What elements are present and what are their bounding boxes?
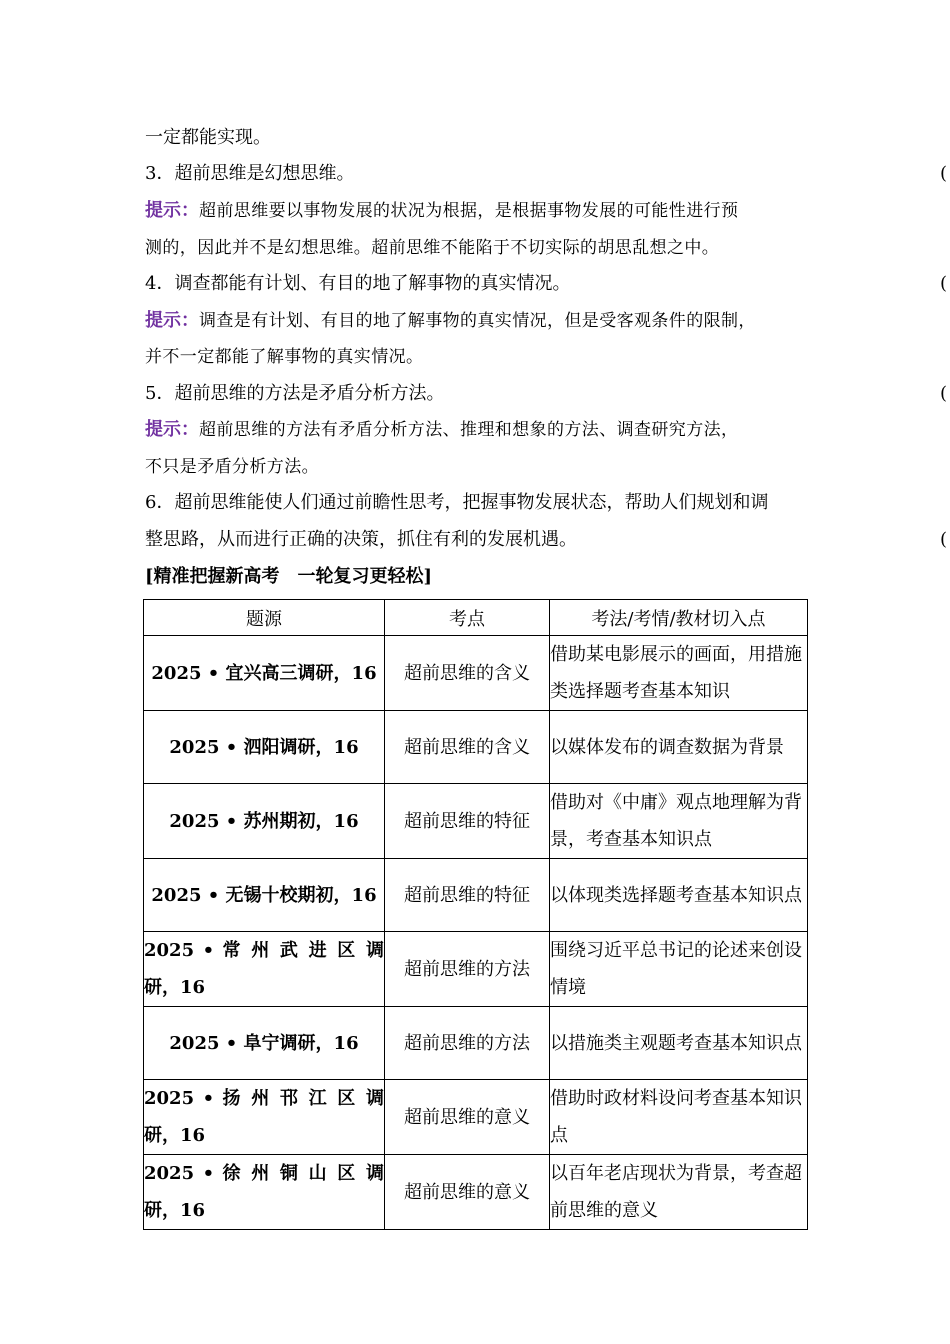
desc-cell: 借助对《中庸》观点地理解为背景，考查基本知识点 (550, 784, 808, 859)
source-line-2: 研，16 (144, 977, 206, 998)
answer-paren: ( (940, 163, 948, 184)
hint-label: 提示： (145, 200, 199, 221)
source-line-2: 研，16 (144, 1200, 206, 1221)
hint-3-line-1 (145, 200, 835, 222)
hint-text: 超前思维的方法有矛盾分析方法、推理和想象的方法、调查研究方法， (199, 420, 739, 440)
point-cell: 超前思维的特征 (385, 859, 550, 932)
text-line: 一定都能实现。 (145, 127, 271, 148)
table-row (144, 1080, 808, 1155)
desc-cell: 以媒体发布的调查数据为背景 (550, 711, 808, 784)
hint-text: 超前思维要以事物发展的状况为根据，是根据事物发展的可能性进行预 (199, 201, 739, 221)
source-cell: 2025 • 无锡十校期初，16 (144, 859, 385, 932)
source-cell: 2025 • 泗阳调研，16 (144, 711, 385, 784)
point-cell: 超前思维的含义 (385, 711, 550, 784)
hint-label: 提示： (145, 419, 199, 440)
hint-3-line-2: 测的，因此并不是幻想思维。超前思维不能陷于不切实际的胡思乱想之中。 (145, 238, 720, 258)
source-cell (144, 1155, 385, 1230)
desc-cell: 围绕习近平总书记的论述来创设情境 (550, 932, 808, 1007)
hint-5-line-2: 不只是矛盾分析方法。 (145, 457, 319, 477)
hint-label: 提示： (145, 310, 199, 331)
source-cell (144, 932, 385, 1007)
header-point: 考点 (385, 600, 550, 636)
source-cell: 2025 • 阜宁调研，16 (144, 1007, 385, 1080)
source-line-2: 研，16 (144, 1125, 206, 1146)
question-4: 4．调查都能有计划、有目的地了解事物的真实情况。 (145, 273, 571, 294)
source-line-1: 2025 • 扬 州 邗 江 区 调 (144, 1088, 384, 1109)
point-cell: 超前思维的意义 (385, 1155, 550, 1230)
answer-paren: ( (940, 273, 948, 294)
hint-5-line-1 (145, 419, 835, 441)
desc-cell: 以体现类选择题考查基本知识点 (550, 859, 808, 932)
table-row (144, 636, 808, 711)
question-5: 5．超前思维的方法是矛盾分析方法。 (145, 383, 445, 404)
source-cell (144, 1080, 385, 1155)
source-line-1: 2025 • 徐 州 铜 山 区 调 (144, 1163, 384, 1184)
desc-cell: 以措施类主观题考查基本知识点 (550, 1007, 808, 1080)
table-row (144, 711, 808, 784)
point-cell: 超前思维的特征 (385, 784, 550, 859)
point-cell: 超前思维的含义 (385, 636, 550, 711)
answer-paren: ( (940, 383, 948, 404)
hint-text: 调查是有计划、有目的地了解事物的真实情况，但是受客观条件的限制， (199, 311, 756, 331)
desc-cell: 借助某电影展示的画面，用措施类选择题考查基本知识 (550, 636, 808, 711)
question-3: 3．超前思维是幻想思维。 (145, 163, 355, 184)
point-cell: 超前思维的意义 (385, 1080, 550, 1155)
desc-cell: 借助时政材料设问考查基本知识点 (550, 1080, 808, 1155)
hint-4-line-2: 并不一定都能了解事物的真实情况。 (145, 347, 424, 367)
source-line-1: 2025 • 常 州 武 进 区 调 (144, 940, 384, 961)
question-6-line-1: 6．超前思维能使人们通过前瞻性思考，把握事物发展状态，帮助人们规划和调 (145, 492, 769, 513)
answer-paren: ( (940, 529, 948, 550)
table-row (144, 1007, 808, 1080)
desc-cell: 以百年老店现状为背景，考查超前思维的意义 (550, 1155, 808, 1230)
table-row (144, 932, 808, 1007)
exam-source-table (143, 599, 808, 1230)
point-cell: 超前思维的方法 (385, 932, 550, 1007)
question-6-line-2: 整思路，从而进行正确的决策，抓住有利的发展机遇。 (145, 529, 577, 550)
source-cell: 2025 • 苏州期初，16 (144, 784, 385, 859)
table-row (144, 859, 808, 932)
table-row (144, 1155, 808, 1230)
table-row (144, 784, 808, 859)
source-cell: 2025 • 宜兴高三调研，16 (144, 636, 385, 711)
header-source: 题源 (144, 600, 385, 636)
table-header-row (144, 600, 808, 636)
section-title: [精准把握新高考 一轮复习更轻松] (145, 566, 433, 587)
header-desc: 考法/考情/教材切入点 (550, 600, 808, 636)
hint-4-line-1 (145, 310, 835, 332)
point-cell: 超前思维的方法 (385, 1007, 550, 1080)
